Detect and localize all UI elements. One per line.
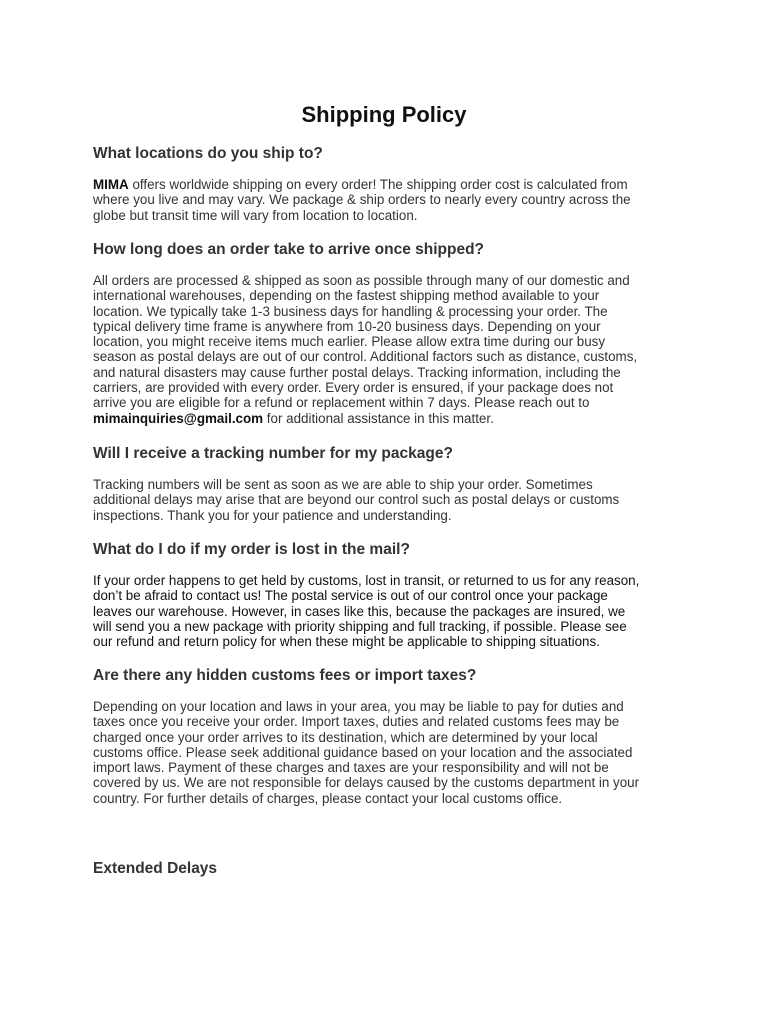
brand-name: MIMA <box>93 177 129 192</box>
paragraph-line: season as postal delays are out of our control. Additional factors such as distance, customs, <box>93 349 638 365</box>
paragraph-line: charged once your order arrives to its destination, which are determined by your local <box>93 729 598 745</box>
paragraph-line: leaves our warehouse. However, in cases like this, because the packages are insured, we <box>93 603 626 619</box>
paragraph-line: Tracking numbers will be sent as soon as we are able to ship your order. Sometimes <box>93 477 593 492</box>
heading-tracking-number: Will I receive a tracking number for my package? <box>93 445 453 462</box>
paragraph-line <box>93 177 693 192</box>
paragraph-arrival-time <box>93 273 693 426</box>
heading-arrival-time: How long does an order take to arrive once shipped? <box>93 241 485 258</box>
line-text: offers worldwide shipping on every order! The shipping order cost is calculated from <box>132 177 628 192</box>
paragraph-line: will send you a new package with priority shipping and full tracking, if possible. Please see <box>93 618 627 634</box>
page-title: Shipping Policy <box>301 102 467 127</box>
paragraph-line: All orders are processed & shipped as soon as possible through many of our domestic and <box>93 273 630 288</box>
paragraph-tracking-number <box>93 477 693 523</box>
paragraph-line: covered by us. We are not responsible for delays caused by the customs department in your <box>93 775 640 791</box>
paragraph-line: globe but transit time will vary from location to location. <box>93 207 418 223</box>
paragraph-line: don’t be afraid to contact us! The postal service is out of our control once your package <box>93 588 608 604</box>
paragraph-line: country. For further details of charges, please contact your local customs office. <box>93 790 563 806</box>
paragraph-line: import laws. Payment of these charges and taxes are your responsibility and will not be <box>93 760 609 776</box>
heading-extended-delays: Extended Delays <box>93 860 218 877</box>
paragraph-line: our refund and return policy for when these might be applicable to shipping situations. <box>93 634 600 650</box>
paragraph-line: customs office. Please seek additional guidance based on your location and the associated <box>93 744 633 760</box>
paragraph-line: typical delivery time frame is anywhere from 10-20 business days. Depending on your <box>93 318 601 334</box>
paragraph-line <box>93 411 693 426</box>
paragraph-line: additional delays may arise that are beyond our control such as postal delays or customs <box>93 492 620 508</box>
paragraph-line: where you live and may vary. We package & ship orders to nearly every country across the <box>93 192 631 208</box>
contact-email: mimainquiries@gmail.com <box>93 410 264 426</box>
paragraph-line: taxes once you receive your order. Import taxes, duties and related customs fees may be <box>93 714 620 730</box>
heading-customs-fees: Are there any hidden customs fees or import taxes? <box>93 667 477 684</box>
paragraph-line: arrive you are eligible for a refund or replacement within 7 days. Please reach out to <box>93 395 590 411</box>
paragraph-line: If your order happens to get held by customs, lost in transit, or returned to us for any reason, <box>93 573 640 588</box>
paragraph-customs-fees <box>93 699 693 806</box>
heading-lost-order: What do I do if my order is lost in the mail? <box>93 541 410 558</box>
heading-ship-locations: What locations do you ship to? <box>93 145 323 162</box>
paragraph-lost-order <box>93 573 693 649</box>
paragraph-line: and natural disasters may cause further postal delays. Tracking information, including the <box>93 364 621 380</box>
paragraph-line: international warehouses, depending on the fastest shipping method available to your <box>93 288 600 304</box>
paragraph-line: carriers, are provided with every order. Every order is ensured, if your package does not <box>93 380 614 396</box>
paragraph-line: location, you might receive items much earlier. Please allow extra time during our busy <box>93 334 606 350</box>
paragraph-line: inspections. Thank you for your patience and understanding. <box>93 507 452 523</box>
paragraph-ship-locations <box>93 177 693 223</box>
line-text: for additional assistance in this matter. <box>263 410 494 426</box>
paragraph-line: location. We typically take 1-3 business days for handling & processing your order. The <box>93 303 608 319</box>
paragraph-line: Depending on your location and laws in your area, you may be liable to pay for duties and <box>93 699 624 714</box>
